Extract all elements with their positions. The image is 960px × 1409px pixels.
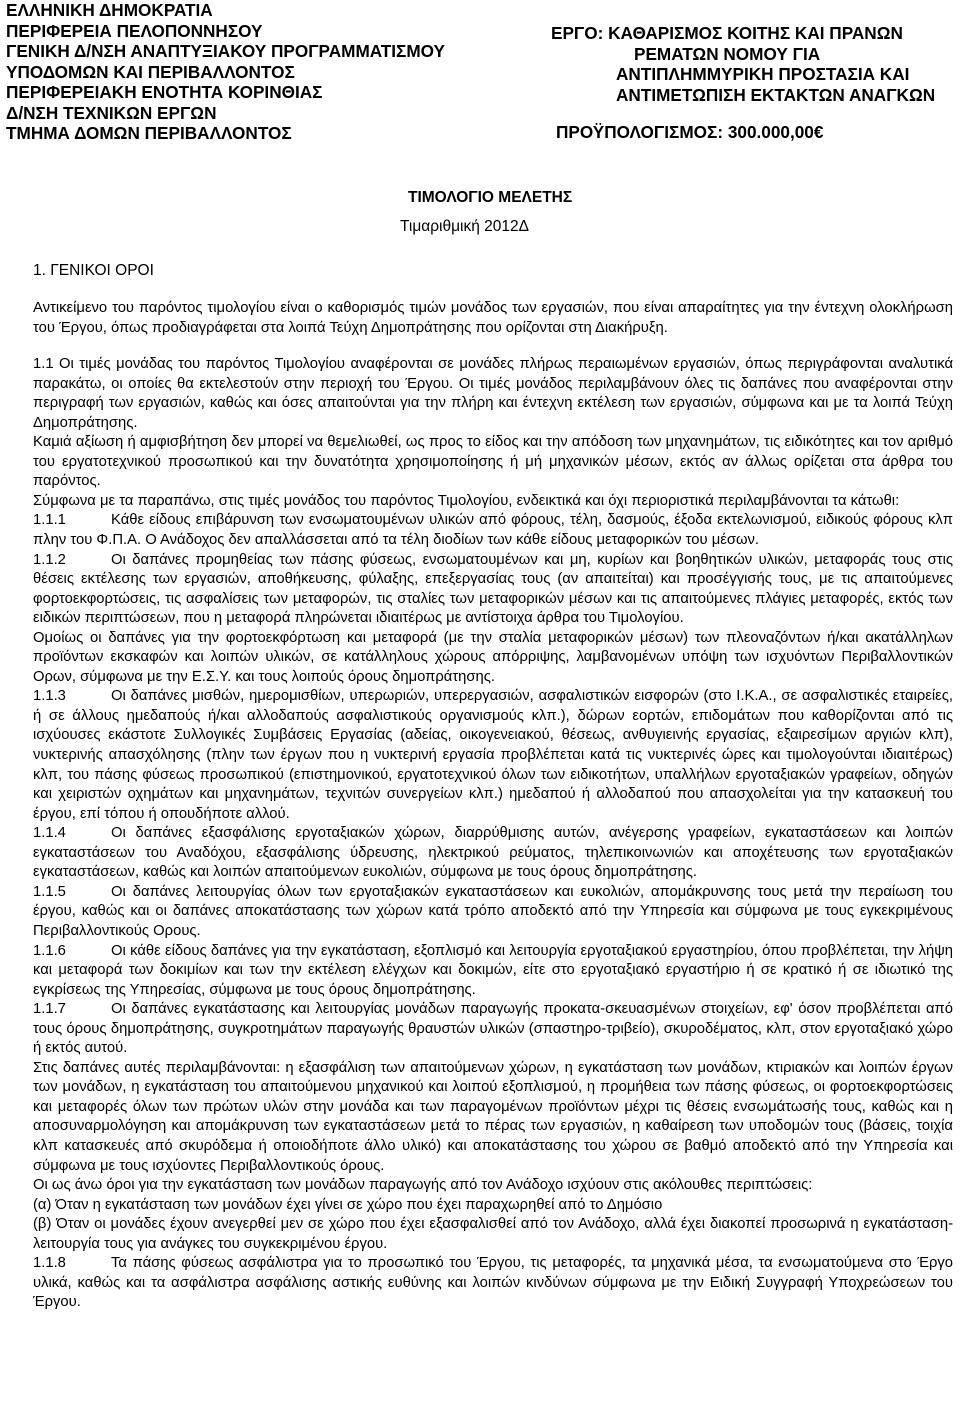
project-block	[551, 23, 960, 143]
accordingly-paragraph: Σύμφωνα με τα παραπάνω, στις τιμές μονάδος του παρόντος Τιμολογίου, ενδεικτικά και όχι περιοριστικά περιλαμβάνονται τα κάτωθι:	[33, 492, 900, 509]
list-item	[33, 942, 953, 1001]
document-header	[6, 0, 956, 150]
section-body	[33, 299, 953, 1313]
list-item	[33, 883, 953, 942]
item-text: Οι δαπάνες εγκατάστασης και λειτουργίας μονάδων παραγωγής προκατα-σκευασμένων στοιχείων, εφ' όσον προβλέπεται από τους όρους δημοπράτησης, συγκροτημάτων παραγωγής θραυστών υλικών (σπαστηρο-τριβείο), σκυροδέματος, κλπ, στον εργοταξιακό χώρο ή εκτός αυτού.	[33, 1001, 953, 1057]
item-number: 1.1.8	[33, 1255, 66, 1272]
item-number: 1.1.4	[33, 825, 66, 842]
project-line: ΑΝΤΙΜΕΤΩΠΙΣΗ ΕΚΤΑΚΤΩΝ ΑΝΑΓΚΩΝ	[616, 84, 936, 105]
item-text: Στις δαπάνες αυτές περιλαμβάνονται: η εξασφάλιση των απαιτούμενων χώρων, η εγκατάσταση των μονάδων, κτιριακών και λοιπών έργων των μονάδων, η εγκατάσταση του απαιτούμενου μηχανικού και λοιπού εξοπλισμού, η προμήθεια των πάσης φύσεως, οι φορτοεκφορτώσεις και μεταφορές όλων των πρώτων υλών στην μονάδα και των παραγομένων προϊόντων μέχρι τις θέσεις ενσωμάτωσής τους, καθώς και η αποσυναρμολόγηση και απομάκρυνση των εγκαταστάσεων μετά το πέρας των εργασιών, η καθαίρεση των υποδομών τους (βάσεις, τοιχία κλπ κατασκευές από σκυρόδεμα ή οποιοδήποτε άλλο υλικό) και αποκατάστασης του χώρου σε βαθμό αποδεκτό από την Υπηρεσία και σύμφωνα με τους ισχύοντες Περιβαλλοντικούς όρους.	[33, 1059, 953, 1174]
document-title: ΤΙΜΟΛΟΓΙΟ ΜΕΛΕΤΗΣ	[408, 189, 573, 206]
list-item	[33, 511, 953, 550]
authority-line: ΠΕΡΙΦΕΡΕΙΑΚΗ ΕΝΟΤΗΤΑ ΚΟΡΙΝΘΙΑΣ	[6, 82, 323, 102]
item-text: Οι δαπάνες εξασφάλισης εργοταξιακών χώρων, διαρρύθμισης αυτών, ανέγερσης γραφείων, εγκαταστάσεων και λοιπών εγκαταστάσεων του Αναδόχου, εξασφάλισης ύδρευσης, ηλεκτρικού ρεύματος, τηλεπικοινωνιών και αποχέτευσης των εργοταξιακών εγκαταστάσεων, καθώς και λοιπών απαιτούμενων ευκολιών, σύμφωνα με τους όρους δημοπράτησης.	[33, 825, 953, 881]
authority-line: ΠΕΡΙΦΕΡΕΙΑ ΠΕΛΟΠΟΝΝΗΣΟΥ	[6, 20, 263, 41]
project-line: ΑΝΤΙΠΛΗΜΜΥΡΙΚΗ ΠΡΟΣΤΑΣΙΑ ΚΑΙ	[616, 64, 910, 84]
item-number: 1.1.1	[33, 512, 66, 529]
list-item	[33, 1059, 953, 1176]
item-text: Ομοίως οι δαπάνες για την φορτοεκφόρτωση και μεταφορά (με την σταλία μεταφορικών μέσων) των πλεοναζόντων ή/και ακατάλληλων προϊόντων εκσκαφών και λοιπών υλικών, σε κατάλληλους χώρους απόρριψης, λαμβανομένων υπόψη των ισχυόντων Περιβαλλοντικών Ορων, σύμφωνα με την Ε.Σ.Υ. και τους λοιπούς όρους δημοπράτησης.	[33, 629, 953, 685]
authority-line: ΥΠΟΔΟΜΩΝ ΚΑΙ ΠΕΡΙΒΑΛΛΟΝΤΟΣ	[6, 61, 295, 82]
authority-line: ΤΜΗΜΑ ΔΟΜΩΝ ΠΕΡΙΒΑΛΛΟΝΤΟΣ	[6, 123, 292, 143]
title-block	[400, 188, 700, 237]
item-text: Οι ως άνω όροι για την εγκατάσταση των μονάδων παραγωγής από τον Ανάδοχο ισχύουν στις ακόλουθες περιπτώσεις:	[33, 1177, 813, 1194]
item-number: 1.1.7	[33, 1001, 66, 1018]
authority-line: ΕΛΛΗΝΙΚΗ ΔΗΜΟΚΡΑΤΙΑ	[6, 0, 213, 20]
list-item	[33, 1000, 953, 1059]
list-item	[33, 1215, 953, 1254]
item-text: (α) Όταν η εγκατάσταση των μονάδων έχει γίνει σε χώρο που έχει παραχωρηθεί από το Δημόσιο	[33, 1196, 663, 1213]
item-number: 1.1.3	[33, 688, 66, 705]
item-text: Κάθε είδους επιβάρυνση των ενσωματουμένων υλικών από φόρους, τέλη, δασμούς, έξοδα εκτελωνισμού, ειδικούς φόρους κλπ πλην του Φ.Π.Α. Ο Ανάδοχος δεν απαλλάσσεται από τα τέλη διοδίων των κάθε είδους μεταφορικών του μέσων.	[33, 512, 953, 549]
claim-paragraph: Καμιά αξίωση ή αμφισβήτηση δεν μπορεί να θεμελιωθεί, ως προς το είδος και την απόδοση των μηχανημάτων, τις ειδικότητες και τον αριθμό του εργατοτεχνικού προσωπικού και την δυνατότητα χρησιμοποίησης ή μή μηχανικών μέσων, εκτός αν άλλως ορίζεται στα άρθρα του παρόντος.	[33, 434, 953, 490]
project-line: ΡΕΜΑΤΩΝ ΝΟΜΟΥ ΓΙΑ	[634, 43, 821, 64]
section-heading: 1. ΓΕΝΙΚΟΙ ΟΡΟΙ	[33, 262, 154, 279]
intro-paragraph: Αντικείμενο του παρόντος τιμολογίου είναι ο καθορισμός τιμών μονάδος των εργασιών, που είναι απαραίτητες για την έντεχνη ολοκλήρωση του Έργου, όπως προδιαγράφεται στα λοιπά Τεύχη Δημοπράτησης που ορίζονται στη Διακήρυξη.	[33, 300, 953, 336]
list-item	[33, 1196, 953, 1216]
paragraph-1-1: 1.1 Οι τιμές μονάδας του παρόντος Τιμολογίου αναφέρονται σε μονάδες πλήρως περαιωμένων εργασιών, όπως περιγράφονται αναλυτικά παρακάτω, οι οποίες θα εκτελεστούν στην περιοχή του Έργου. Οι τιμές μονάδος περιλαμβάνουν όλες τις δαπάνες που αναφέρονται στην περιγραφή των εργασιών, καθώς και όσες απαιτούνται για την πλήρη και έντεχνη εκτέλεση των εργασιών, σύμφωνα και με τα λοιπά Τεύχη Δημοπράτησης.	[33, 356, 953, 431]
item-text: Τα πάσης φύσεως ασφάλιστρα για το προσωπικό του Έργου, τις μεταφορές, τα μηχανικά μέσα, τα ενσωματούμενα στο Έργο υλικά, καθώς και τα ασφάλιστρα ασφάλισης αστικής ευθύνης και λοιπών κινδύνων σύμφωνα με την Ειδική Συγγραφή Υποχρεώσεων του Έργου.	[33, 1255, 953, 1311]
list-item	[33, 629, 953, 688]
item-text: (β) Όταν οι μονάδες έχουν ανεγερθεί μεν σε χώρο που έχει εξασφαλισθεί από τον Ανάδοχο, αλλά έχει διακοπεί προσωρινά η εγκατάσταση-λειτουργία τους για ανάγκες του συγκεκριμένου έργου.	[33, 1216, 953, 1252]
item-number: 1.1.6	[33, 942, 66, 959]
item-text: Οι δαπάνες λειτουργίας όλων των εργοταξιακών εγκαταστάσεων και ευκολιών, απομάκρυνσης τους μετά την περαίωση του έργου, καθώς και οι δαπάνες αποκατάστασης των χώρων κατά τρόπο αποδεκτό από την Υπηρεσία και σύμφωνα με τους εγκεκριμένους Περιβαλλοντικούς Ορους.	[33, 883, 953, 939]
item-number: 1.1.5	[33, 883, 66, 900]
document-subtitle: Τιμαριθμική 2012Δ	[400, 218, 529, 235]
list-item	[33, 551, 953, 629]
list-item	[33, 1176, 953, 1196]
item-text: Οι κάθε είδους δαπάνες για την εγκατάσταση, εξοπλισμό και λειτουργία εργοταξιακού εργαστηρίου, όπου προβλέπεται, την λήψη και μεταφορά των δοκιμίων και των την εκτέλεση ελέγχων και δοκιμών, είτε στο εργοταξιακό εργαστήριο ή σε κρατικό ή σε ιδιωτικό της εγκρίσεως της Υπηρεσίας, σύμφωνα με τους όρους δημοπράτησης.	[33, 942, 953, 998]
list-item	[33, 1254, 953, 1313]
authority-block	[6, 0, 536, 144]
item-text: Οι δαπάνες μισθών, ημερομισθίων, υπερωριών, υπερεργασιών, ασφαλιστικών εισφορών (στο Ι.Κ.Α., σε ασφαλιστικές εταιρείες, ή σε άλλους ημεδαπούς ή/και αλλοδαπούς ασφαλιστικούς οργανισμούς κλπ.), δώρων εορτών, επιδομάτων που καθορίζονται από τις ισχύουσες εκάστοτε Συλλογικές Συμβάσεις Εργασίας (αδείας, οικογενειακού, θέσεως, ανθυγιεινής εργασίας, εξαιρεσίμων αργιών κλπ), νυκτερινής απασχόλησης (πλην των έργων που η νυκτερινή εργασία προβλέπεται κατά τις νυκτερινές ώρες και τιμολογούνται ιδιαιτέρως) κλπ, του πάσης φύσεως προσωπικού (επιστημονικού, εργατοτεχνικού όλων των ειδικοτήτων, υπαλλήλων εργοταξιακών γραφείων, οδηγών και χειριστών οχημάτων και μηχανημάτων, τεχνιτών συνεργείων κλπ.) ημεδαπού ή αλλοδαπού που απασχολείται για την κατασκευή του έργου, επί τόπου ή οπουδήποτε αλλού.	[33, 688, 953, 822]
budget-line: ΠΡΟΫΠΟΛΟΓΙΣΜΟΣ: 300.000,00€	[556, 122, 824, 142]
authority-line: ΓΕΝΙΚΗ Δ/ΝΣΗ ΑΝΑΠΤΥΞΙΑΚΟΥ ΠΡΟΓΡΑΜΜΑΤΙΣΜΟΥ	[6, 41, 446, 61]
authority-line: Δ/ΝΣΗ ΤΕΧΝΙΚΩΝ ΕΡΓΩΝ	[6, 102, 217, 123]
list-item	[33, 687, 953, 824]
project-line: ΕΡΓΟ: ΚΑΘΑΡΙΣΜΟΣ ΚΟΙΤΗΣ ΚΑΙ ΠΡΑΝΩΝ	[551, 23, 903, 43]
item-text: Οι δαπάνες προμηθείας των πάσης φύσεως, ενσωματουμένων και μη, κυρίων και βοηθητικών υλικών, μεταφοράς τους στις θέσεις εκτέλεσης των εργασιών, αποθήκευσης, φύλαξης, επεξεργασίας τους (αν απαιτείται) και προσέγγισής τους, με τις απαιτούμενες φορτοεκφορτώσεις, τις ασφαλίσεις των μεταφορών, τις σταλίες των μεταφορικών μέσων και τις απαιτούμενες πλάγιες μεταφορές, εκτός των ειδικών περιπτώσεων, που η μεταφορά πληρώνεται ιδιαιτέρως με αντίστοιχα άρθρα του Τιμολογίου.	[33, 551, 953, 627]
item-number: 1.1.2	[33, 551, 66, 568]
list-item	[33, 824, 953, 883]
